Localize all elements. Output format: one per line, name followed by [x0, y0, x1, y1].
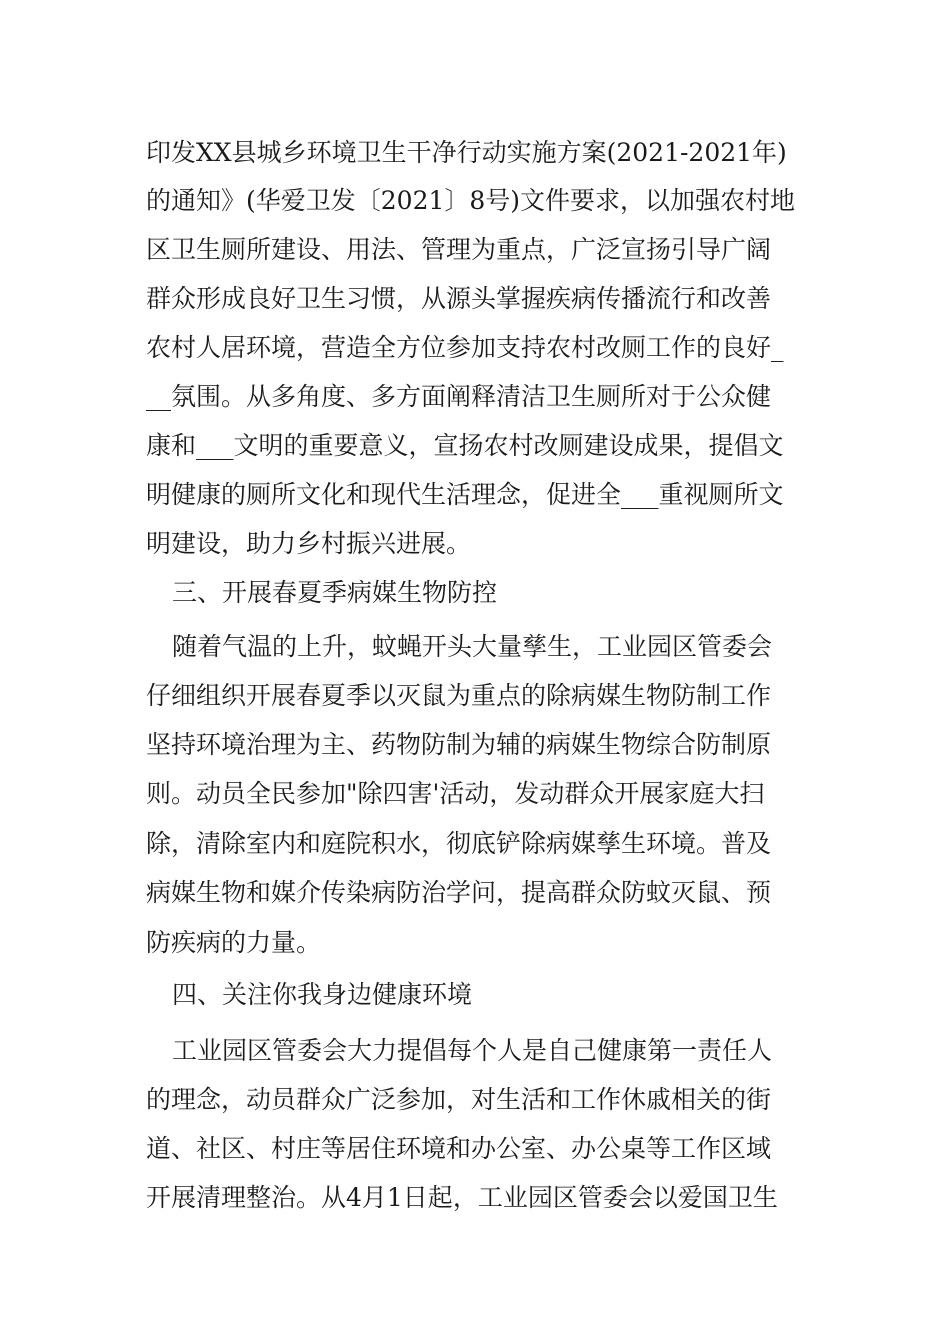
- text-line: 道、社区、村庄等居住环境和办公室、办公桌等工作区域: [146, 1134, 772, 1163]
- text-line: 群众形成良好卫生习惯，从源头掌握疾病传播流行和改善: [146, 284, 772, 313]
- text-line: 的通知》(华爱卫发〔2021〕8号)文件要求，以加强农村地: [146, 186, 796, 215]
- section-heading: 三、开展春夏季病媒生物防控: [172, 578, 498, 607]
- section-heading: 四、关注你我身边健康环境: [172, 980, 473, 1009]
- text-line: 农村人居环境，营造全方位参加支持农村改厕工作的良好_: [146, 333, 784, 362]
- text-line: 区卫生厕所建设、用法、管理为重点，广泛宣扬引导广阔: [146, 235, 772, 264]
- text-line: 病媒生物和媒介传染病防治学问，提高群众防蚊灭鼠、预: [146, 878, 772, 907]
- text-line: 工业园区管委会大力提倡每个人是自己健康第一责任人: [172, 1036, 773, 1065]
- text-line: 仔细组织开展春夏季以灭鼠为重点的除病媒生物防制工作: [146, 681, 772, 710]
- text-line: 明健康的厕所文化和现代生活理念，促进全___重视厕所文: [146, 480, 784, 509]
- text-line: 康和___文明的重要意义，宣扬农村改厕建设成果，提倡文: [146, 431, 784, 460]
- text-line: 开展清理整治。从4月1日起，工业园区管委会以爱国卫生: [146, 1183, 778, 1212]
- text-line: 坚持环境治理为主、药物防制为辅的病媒生物综合防制原: [146, 730, 772, 759]
- text-line: 随着气温的上升，蚊蝇开头大量孳生，工业园区管委会: [172, 632, 773, 661]
- text-line: 印发XX县城乡环境卫生干净行动实施方案(2021-2021年): [146, 138, 787, 167]
- text-line: 则。动员全民参加"除四害'活动，发动群众开展家庭大扫: [146, 779, 765, 808]
- text-line: 除，清除室内和庭院积水，彻底铲除病媒孳生环境。普及: [146, 829, 772, 858]
- text-line: __氛围。从多角度、多方面阐释清洁卫生厕所对于公众健: [146, 382, 772, 411]
- text-line: 的理念，动员群众广泛参加，对生活和工作休戚相关的街: [146, 1085, 772, 1114]
- text-line: 明建设，助力乡村振兴进展。: [146, 529, 472, 558]
- text-line: 防疾病的力量。: [146, 928, 322, 957]
